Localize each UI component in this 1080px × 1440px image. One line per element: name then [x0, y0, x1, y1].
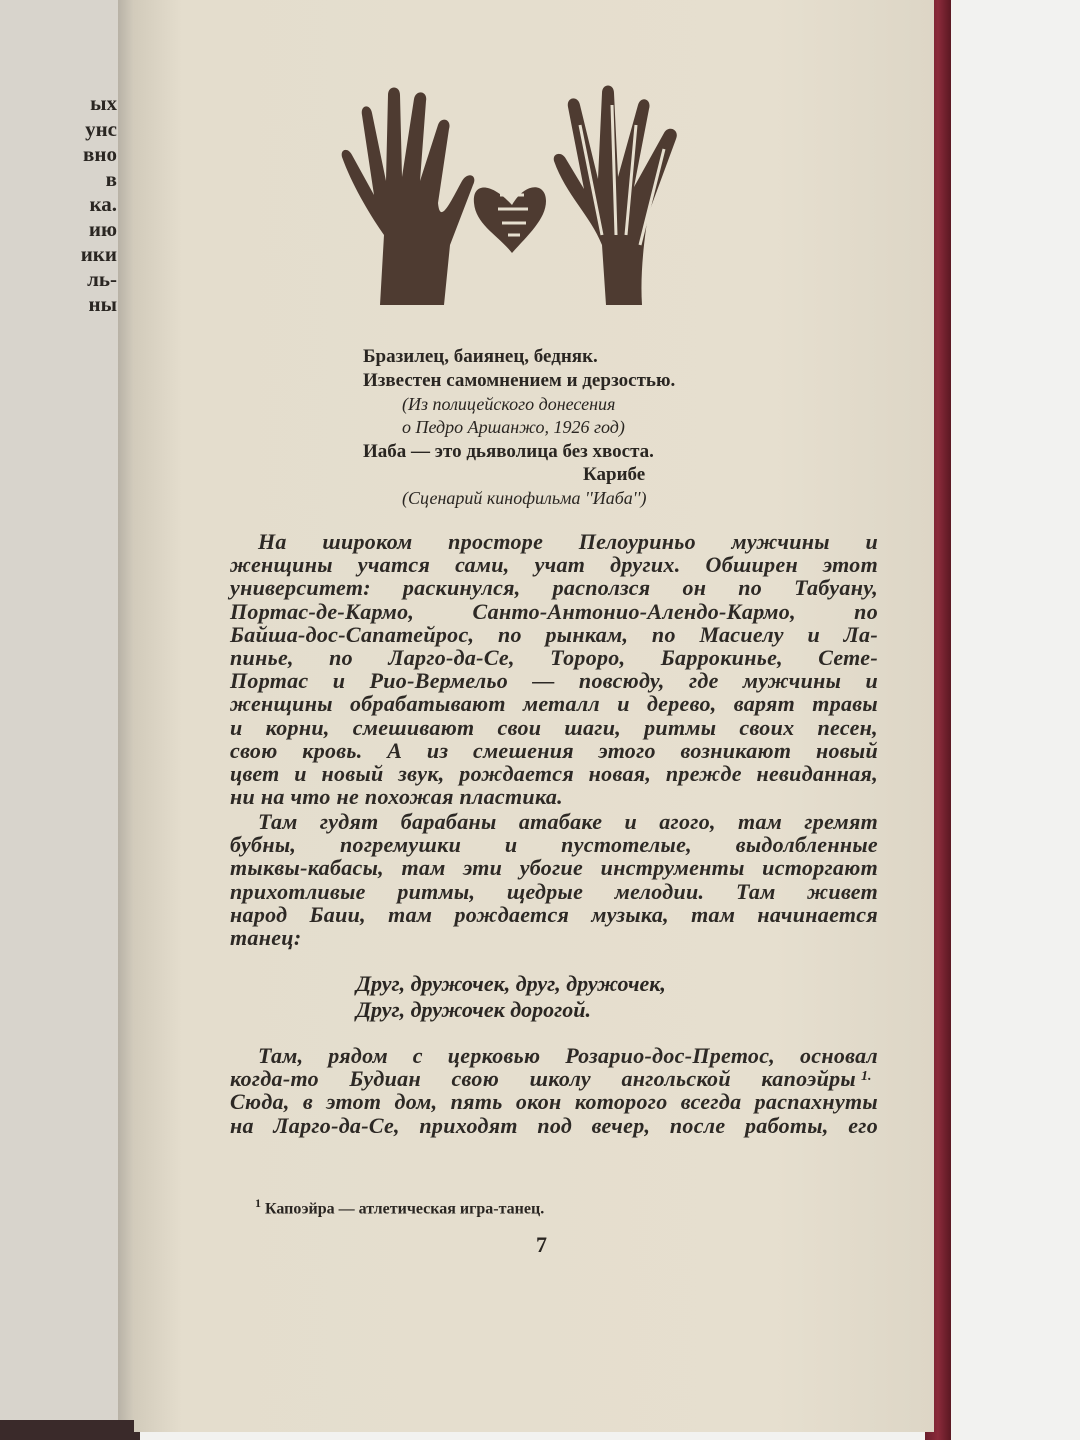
- body-text-line: прихотливые ритмы, щедрые мелодии. Там живет: [230, 879, 878, 904]
- body-text-line: тыквы-кабасы, там эти убогие инструменты исторгают: [230, 855, 878, 880]
- body-text-line: Байша-дос-Сапатейрос, по рынкам, по Масиелу и Ла-: [230, 622, 878, 647]
- left-hand-icon: [342, 88, 475, 306]
- left-page-fragment: ых: [90, 91, 117, 115]
- verse-line: Друг, дружочек дорогой.: [356, 997, 592, 1022]
- body-text-line: и корни, смешивают свои шаги, ритмы своих песен,: [230, 715, 878, 740]
- body-text-line: ни на что не похожая пластика.: [230, 784, 563, 809]
- body-text-line: женщины учатся сами, учат других. Обширен этот: [230, 552, 878, 577]
- heart-icon: [474, 187, 546, 253]
- footnote: [255, 1196, 544, 1218]
- left-page-fragment: ка.: [89, 192, 117, 216]
- left-page-fragment: в: [105, 167, 117, 191]
- footnote-text: Капоэйра — атлетическая игра-танец.: [265, 1200, 545, 1218]
- body-text-line: бубны, погремушки и пустотелые, выдолбленные: [230, 832, 878, 857]
- left-page-fragment: вно: [83, 142, 117, 166]
- body-text-line: танец:: [230, 925, 302, 950]
- left-page-fragment: унс: [85, 117, 117, 141]
- left-page: [0, 0, 122, 1420]
- footnote-reference: 1.: [861, 1069, 872, 1084]
- body-text-line: На широком просторе Пелоуриньо мужчины и: [258, 529, 878, 554]
- body-text-line: Портас-де-Кармо, Санто-Антонио-Алендо-Кармо, по: [230, 599, 878, 624]
- body-text-line: женщины обрабатывают металл и дерево, варят травы: [230, 691, 878, 716]
- epigraph-line: Известен самомнением и дерзостью.: [363, 370, 676, 391]
- body-text-line: народ Баии, там рождается музыка, там начинается: [230, 902, 878, 927]
- body-text-line: на Ларго-да-Се, приходят под вечер, после работы, его: [230, 1113, 878, 1138]
- body-text-line: университет: раскинулся, расползся он по Табуану,: [230, 575, 878, 600]
- left-page-fragment: ль-: [87, 267, 117, 291]
- epigraph-source: о Педро Аршанжо, 1926 год): [402, 417, 625, 437]
- page-number: 7: [536, 1232, 547, 1257]
- epigraph-source: (Сценарий кинофильма ''Иаба''): [402, 488, 647, 508]
- epigraph-line: Бразилец, баиянец, бедняк.: [363, 346, 598, 367]
- footnote-marker: 1: [255, 1196, 261, 1210]
- left-page-fragment: ию: [88, 217, 117, 241]
- body-text-line: Портас и Рио-Вермельо — повсюду, где мужчины и: [230, 668, 878, 693]
- body-text-line: Там, рядом с церковью Розарио-дос-Претос, основал: [258, 1043, 878, 1068]
- hands-heart-illustration: [340, 85, 690, 315]
- left-page-fragment: ики: [80, 242, 117, 266]
- verse-line: Друг, дружочек, друг, дружочек,: [356, 971, 666, 996]
- body-text-line: когда-то Будиан свою школу ангольской капоэйры: [230, 1066, 856, 1091]
- body-text-line: цвет и новый звук, рождается новая, прежде невиданная,: [230, 761, 878, 786]
- epigraph-line: Иаба — это дьяволица без хвоста.: [363, 441, 654, 462]
- body-text-line: Там гудят барабаны атабаке и агого, там гремят: [258, 809, 878, 834]
- epigraph-author: Карибе: [583, 464, 646, 485]
- body-text-line: свою кровь. А из смешения этого возникают новый: [230, 738, 878, 763]
- body-text-line: Сюда, в этот дом, пять окон которого всегда распахнуты: [230, 1089, 878, 1114]
- epigraph-source: (Из полицейского донесения: [402, 394, 616, 414]
- left-page-fragment: ны: [88, 292, 117, 316]
- body-text-line: пинье, по Ларго-да-Се, Тороро, Баррокинье, Сете-: [230, 645, 878, 670]
